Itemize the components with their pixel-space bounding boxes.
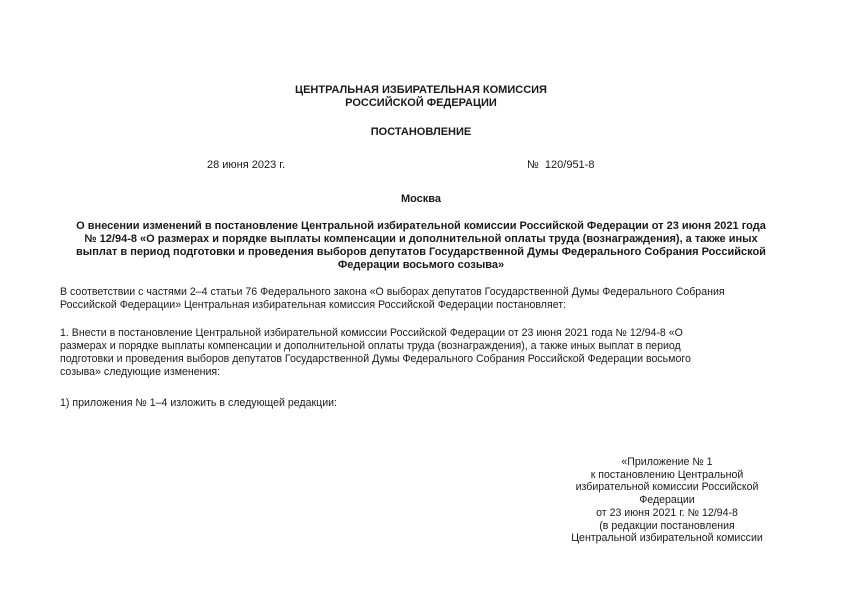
appendix-line-7: Центральной избирательной комиссии bbox=[571, 532, 763, 545]
appendix-line-6: (в редакции постановления bbox=[599, 519, 735, 532]
preamble-line-2: Российской Федерации» Центральная избирательная комиссия Российской Федерации постановляет: bbox=[60, 299, 567, 311]
appendix-header bbox=[537, 456, 797, 545]
subitem-1: 1) приложения № 1–4 изложить в следующей редакции: bbox=[60, 397, 337, 409]
title-line-2: № 12/94-8 «О размерах и порядке выплаты компенсации и дополнительной оплаты труда (вознаграждения), а также иных bbox=[84, 233, 758, 245]
item-1-line-2: размерах и порядке выплаты компенсации и дополнительной оплаты труда (вознаграждения), а также иных выплат в период bbox=[60, 340, 681, 352]
doc-type: ПОСТАНОВЛЕНИЕ bbox=[370, 126, 472, 138]
appendix-line-3: избирательной комиссии Российской bbox=[575, 481, 759, 494]
doc-number: № 120/951-8 bbox=[527, 159, 595, 171]
item-1-line-4: созыва» следующие изменения: bbox=[60, 366, 221, 378]
appendix-line-1: «Приложение № 1 bbox=[621, 456, 713, 468]
org-name-line-2: РОССИЙСКОЙ ФЕДЕРАЦИИ bbox=[345, 97, 497, 109]
doc-date: 28 июня 2023 г. bbox=[207, 159, 286, 171]
org-name-line-1: ЦЕНТРАЛЬНАЯ ИЗБИРАТЕЛЬНАЯ КОМИССИЯ bbox=[295, 84, 547, 96]
preamble-paragraph bbox=[60, 286, 725, 312]
title-line-1: О внесении изменений в постановление Центральной избирательной комиссии Российской Федерации от 23 июня 2021 года bbox=[76, 220, 766, 232]
appendix-line-5: от 23 июня 2021 г. № 12/94-8 bbox=[596, 506, 738, 519]
appendix-line-4: Федерации bbox=[639, 494, 695, 507]
appendix-line-2: к постановлению Центральной bbox=[590, 468, 744, 481]
title-line-3: выплат в период подготовки и проведения выборов депутатов Государственной Думы Федерального Собрания Российской bbox=[76, 246, 766, 258]
item-1-line-1: 1. Внести в постановление Центральной избирательной комиссии Российской Федерации от 23 июня 2021 года № 12/94-8 «О bbox=[60, 327, 683, 339]
item-1-line-3: подготовки и проведения выборов депутатов Государственной Думы Федерального Собрания Российской Федерации восьмого bbox=[60, 353, 691, 365]
title-line-4: Федерации восьмого созыва» bbox=[337, 259, 505, 271]
item-1-paragraph bbox=[60, 327, 691, 379]
org-header bbox=[0, 84, 842, 110]
city: Москва bbox=[400, 193, 442, 205]
preamble-line-1: В соответствии с частями 2–4 статьи 76 Федерального закона «О выборах депутатов Государственной Думы Федерального Собрания bbox=[60, 286, 725, 298]
document-title bbox=[40, 220, 802, 272]
